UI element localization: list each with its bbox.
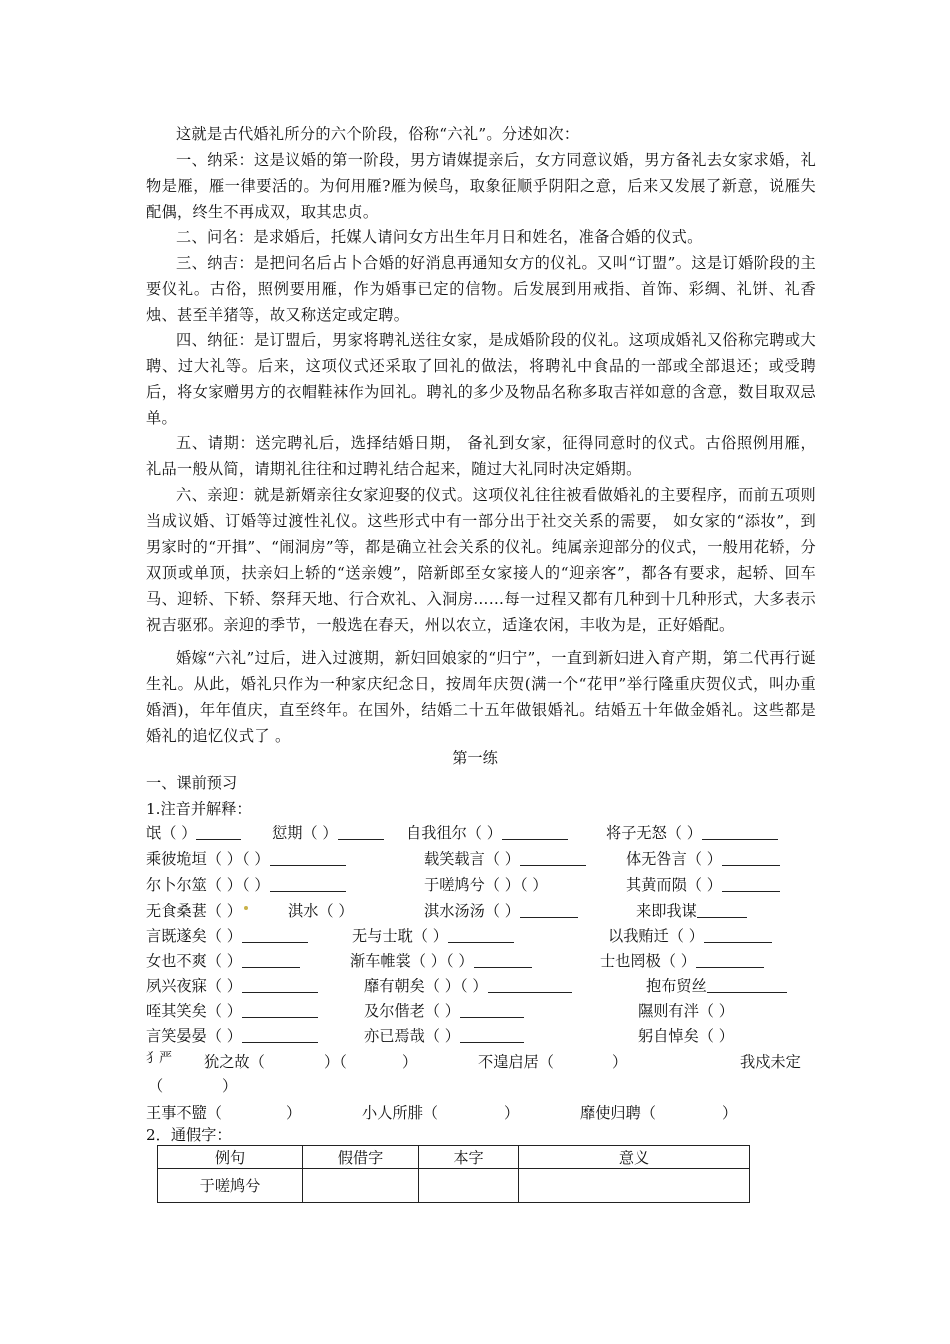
vocab-item: 以我贿迁（ ） [608,927,704,945]
vocab-item: 体无咎言（ ） [626,850,722,868]
vocab-item: 咥其笑矣（ ） [146,1002,242,1020]
table-cell[interactable] [303,1169,419,1203]
vocab-item: ） [722,1104,738,1122]
vocab-item: 乘彼垝垣（ ）（ ） [146,850,270,868]
vocab-item: 靡使归聘（ [580,1104,656,1122]
vocab-item: 氓（ ） [146,824,197,842]
scan-speck [244,906,248,910]
vocab-item: ）（ [324,1053,347,1071]
table-header: 本字 [419,1146,519,1169]
vocab-item: 不遑启居（ [478,1053,554,1071]
paragraph-naji: 三、纳吉：是把问名后占卜合婚的好消息再通知女方的仪礼。又叫“订盟”。这是订婚阶段的主要仪礼。古俗，照例要用雁，作为婚事已定的信物。后发展到用戒指、首饰、彩绸、礼饼、礼香烛、甚至羊猪等，故又称送定或定聘。 [146,254,816,324]
answer-blank[interactable] [460,1026,524,1043]
table-header: 例句 [158,1146,303,1169]
answer-blank[interactable] [242,926,308,943]
vocab-item: 淇水汤汤（ ） [424,902,520,920]
vocab-item: 躬自悼矣（ ） [638,1027,734,1045]
answer-blank[interactable] [722,875,780,892]
vocab-item: 淇水（ ） [288,902,354,920]
exercise-title: 第一练 [452,749,498,767]
intro-paragraph: 这就是古代婚礼所分的六个阶段，俗称“六礼”。分述如次： [176,125,580,143]
vocab-item: ） [286,1104,302,1122]
vocab-item: 王事不盬（ [146,1104,222,1122]
answer-blank[interactable] [704,926,772,943]
table-row [158,1169,750,1203]
tongjiazi-table [157,1145,750,1203]
answer-blank[interactable] [722,849,780,866]
vocab-item: 亦已焉哉（ ） [364,1027,460,1045]
vocab-item: 狁之故（ [204,1053,265,1071]
answer-blank[interactable] [707,976,787,993]
vocab-item: 渐车帷裳（ ）（ ） [350,952,474,970]
answer-blank[interactable] [338,823,384,840]
vocab-item: 我戍未定 [740,1053,801,1071]
vocab-item: （ [148,1077,164,1095]
answer-blank[interactable] [502,823,568,840]
answer-blank[interactable] [242,976,318,993]
table-header-row [158,1146,750,1169]
answer-blank[interactable] [474,951,532,968]
table-cell[interactable] [519,1169,750,1203]
paragraph-qingqi: 五、请期：送完聘礼后，选择结婚日期， 备礼到女家，征得同意时的仪式。古俗照例用雁，礼品一般从简，请期礼往往和过聘礼结合起来，随过大礼同时决定婚期。 [146,434,816,478]
item-heading-tongjiazi: 2．通假字： [146,1126,232,1144]
vocab-item: 无食桑葚（ ） [146,902,242,920]
paragraph-closing: 婚嫁“六礼”过后，进入过渡期，新妇回娘家的“归宁”，一直到新妇进入育产期，第二代再行诞生礼。从此，婚礼只作为一种家庆纪念日，按周年庆贺(满一个“花甲”举行隆重庆贺仪式，叫办重婚酒)，年年值庆，直至终年。在国外，结婚二十五年做银婚礼。结婚五十年做金婚礼。这些都是婚礼的追忆仪式了 。 [146,649,816,745]
paragraph-wenming: 二、问名：是求婚后，托媒人请问女方出生年月日和姓名，准备合婚的仪式。 [176,228,703,246]
answer-blank[interactable] [520,901,578,918]
vocab-item: 夙兴夜寐（ ） [146,977,242,995]
answer-blank[interactable] [460,1001,524,1018]
paragraph-qinying: 六、亲迎：就是新婿亲往女家迎娶的仪式。这项仪礼往往被看做婚礼的主要程序，而前五项则当成议婚、订婚等过渡性礼仪。这些形式中有一部分出于社交关系的需要， 如女家的“添妆”，到男家时的“开揖”、“闹洞房”等，都是确立社会关系的仪礼。纯属亲迎部分的仪式，一般用花轿，分双顶或单顶，扶亲妇上轿的“送亲嫂”，陪新郎至女家接人的“迎亲客”，都各有要求，起轿、回车马、迎轿、下轿、祭拜天地、行合欢礼、入洞房……每一过程又都有几种到十几种形式，大多表示祝吉驱邪。亲迎的季节，一般选在春天，州以农立，适逢农闲，丰收为是，正好婚配。 [146,486,816,634]
answer-blank[interactable] [696,951,764,968]
vocab-item: 无与士耽（ ） [352,927,448,945]
answer-blank[interactable] [242,951,300,968]
vocab-item: 将子无怒（ ） [606,824,702,842]
vocab-item: 尔卜尔筮（ ）（ ） [146,876,270,894]
vocab-item: 小人所腓（ [362,1104,438,1122]
vocab-item: 于嗟鸠兮（ ）（ ） [424,876,548,894]
paragraph-nacai: 一、纳采：这是议婚的第一阶段，男方请媒提亲后，女方同意议婚，男方备礼去女家求婚，礼物是雁，雁一律要活的。为何用雁?雁为候鸟，取象征顺乎阴阳之意，后来又发展了新意，说雁失配偶，终生不再成双，取其忠贞。 [146,151,816,221]
section-heading: 一、课前预习 [146,774,238,792]
answer-blank[interactable] [702,823,778,840]
vocab-item: 自我徂尔（ ） [406,824,502,842]
answer-blank[interactable] [448,926,514,943]
vocab-item: ） [402,1053,418,1071]
vocab-item: 言笑晏晏（ ） [146,1027,242,1045]
answer-blank[interactable] [196,823,241,840]
answer-blank[interactable] [488,976,572,993]
vocab-item: ） [612,1053,628,1071]
vocab-item: ） [222,1077,238,1095]
vocab-item: 言既遂矣（ ） [146,927,242,945]
vocab-item: 士也罔极（ ） [600,952,696,970]
vocab-item: 载笑载言（ ） [424,850,520,868]
answer-blank[interactable] [270,849,346,866]
vocab-item: 抱布贸丝 [646,977,707,995]
answer-blank[interactable] [242,1026,318,1043]
table-header: 意义 [519,1146,750,1169]
vocab-item: 来即我谋 [636,902,697,920]
table-cell[interactable] [419,1169,519,1203]
table-cell: 于嗟鸠兮 [158,1169,303,1203]
vocab-item: 犭严 [146,1051,173,1066]
item-heading-pinyin: 1.注音并解释： [146,800,252,818]
answer-blank[interactable] [520,849,586,866]
vocab-item: 及尔偕老（ ） [364,1002,460,1020]
answer-blank[interactable] [242,1001,318,1018]
vocab-item: 靡有朝矣（ ）（ ） [364,977,488,995]
vocab-item: 隰则有泮（ ） [638,1002,734,1020]
paragraph-nazheng: 四、纳征：是订盟后，男家将聘礼送往女家，是成婚阶段的仪礼。这项成婚礼又俗称完聘或大聘、过大礼等。后来，这项仪式还采取了回礼的做法，将聘礼中食品的一部或全部退还；或受聘后，将女家赠男方的衣帽鞋袜作为回礼。聘礼的多少及物品名称多取吉祥如意的含意，数目取双忌单。 [146,331,816,427]
answer-blank[interactable] [697,901,747,918]
table-header: 假借字 [303,1146,419,1169]
vocab-item: ） [504,1104,520,1122]
answer-blank[interactable] [270,875,346,892]
vocab-item: 其黄而陨（ ） [626,876,722,894]
vocab-item: 愆期（ ） [272,824,338,842]
vocab-item: 女也不爽（ ） [146,952,242,970]
